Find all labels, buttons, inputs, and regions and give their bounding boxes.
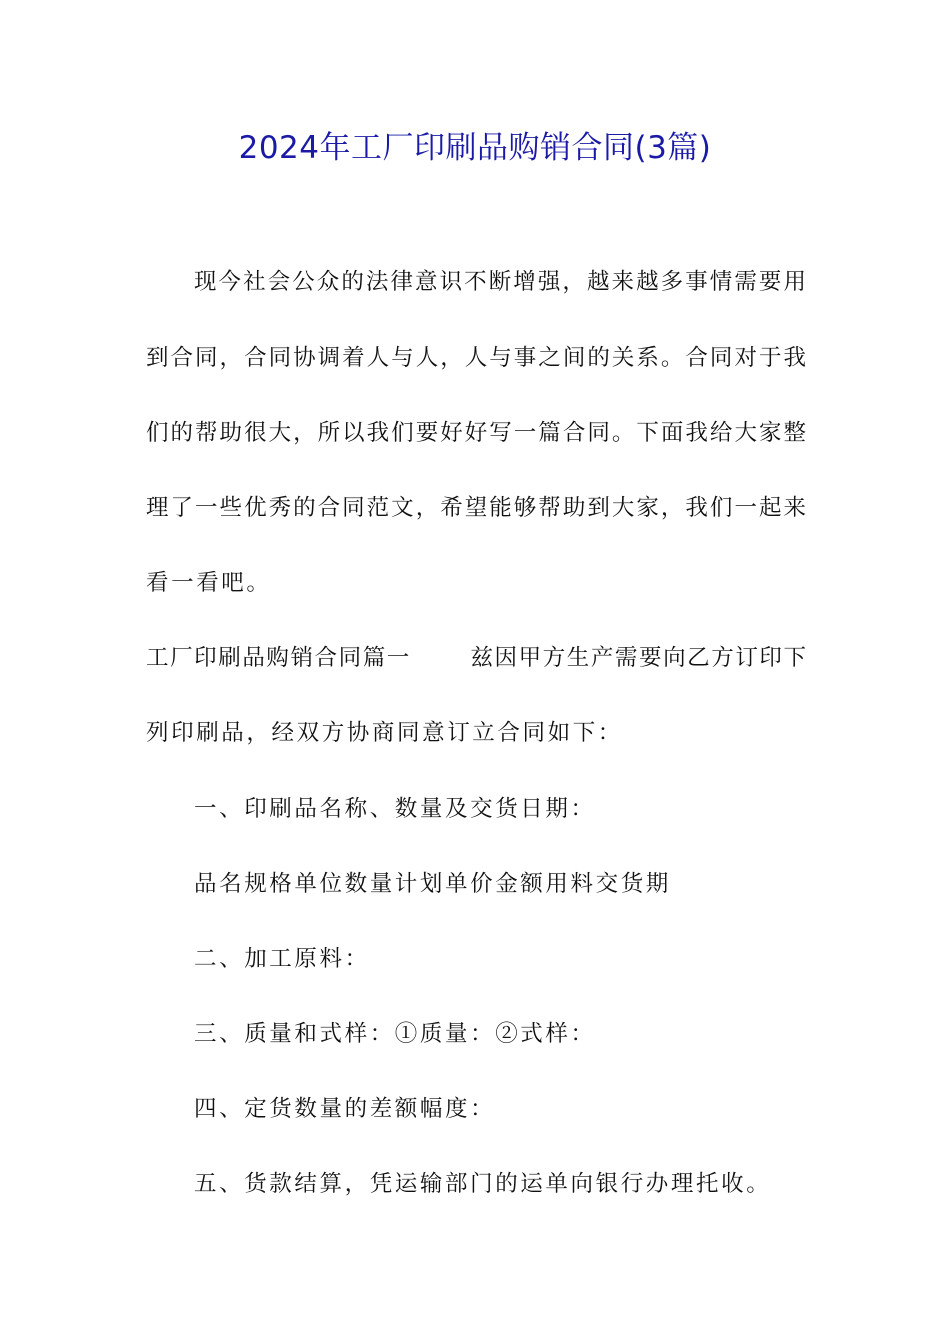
clause-3: 三、质量和式样：①质量：②式样： — [194, 1021, 596, 1047]
intro-line-2: 到合同，合同协调着人与人，人与事之间的关系。合同对于我 — [146, 345, 806, 371]
section-heading-line — [146, 638, 806, 678]
section-lead: 兹因甲方生产需要向乙方订印下 — [468, 645, 806, 671]
section-lead-continuation: 列印刷品，经双方协商同意订立合同如下： — [146, 720, 623, 746]
section-heading: 工厂印刷品购销合同篇一 — [146, 645, 411, 671]
intro-line-4: 理了一些优秀的合同范文，希望能够帮助到大家，我们一起来 — [146, 495, 806, 521]
clause-4: 四、定货数量的差额幅度： — [194, 1096, 496, 1122]
clause-1: 一、印刷品名称、数量及交货日期： — [194, 796, 596, 822]
document-title: 2024年工厂印刷品购销合同(3篇) — [238, 130, 712, 166]
intro-line-1: 现今社会公众的法律意识不断增强，越来越多事情需要用 — [194, 269, 806, 295]
clause-2: 二、加工原料： — [194, 946, 370, 972]
clause-5: 五、货款结算，凭运输部门的运单向银行办理托收。 — [194, 1171, 772, 1197]
intro-line-5: 看一看吧。 — [146, 570, 272, 596]
clause-table-header: 品名规格单位数量计划单价金额用料交货期 — [194, 871, 671, 897]
intro-line-3: 们的帮助很大，所以我们要好好写一篇合同。下面我给大家整 — [146, 420, 806, 446]
